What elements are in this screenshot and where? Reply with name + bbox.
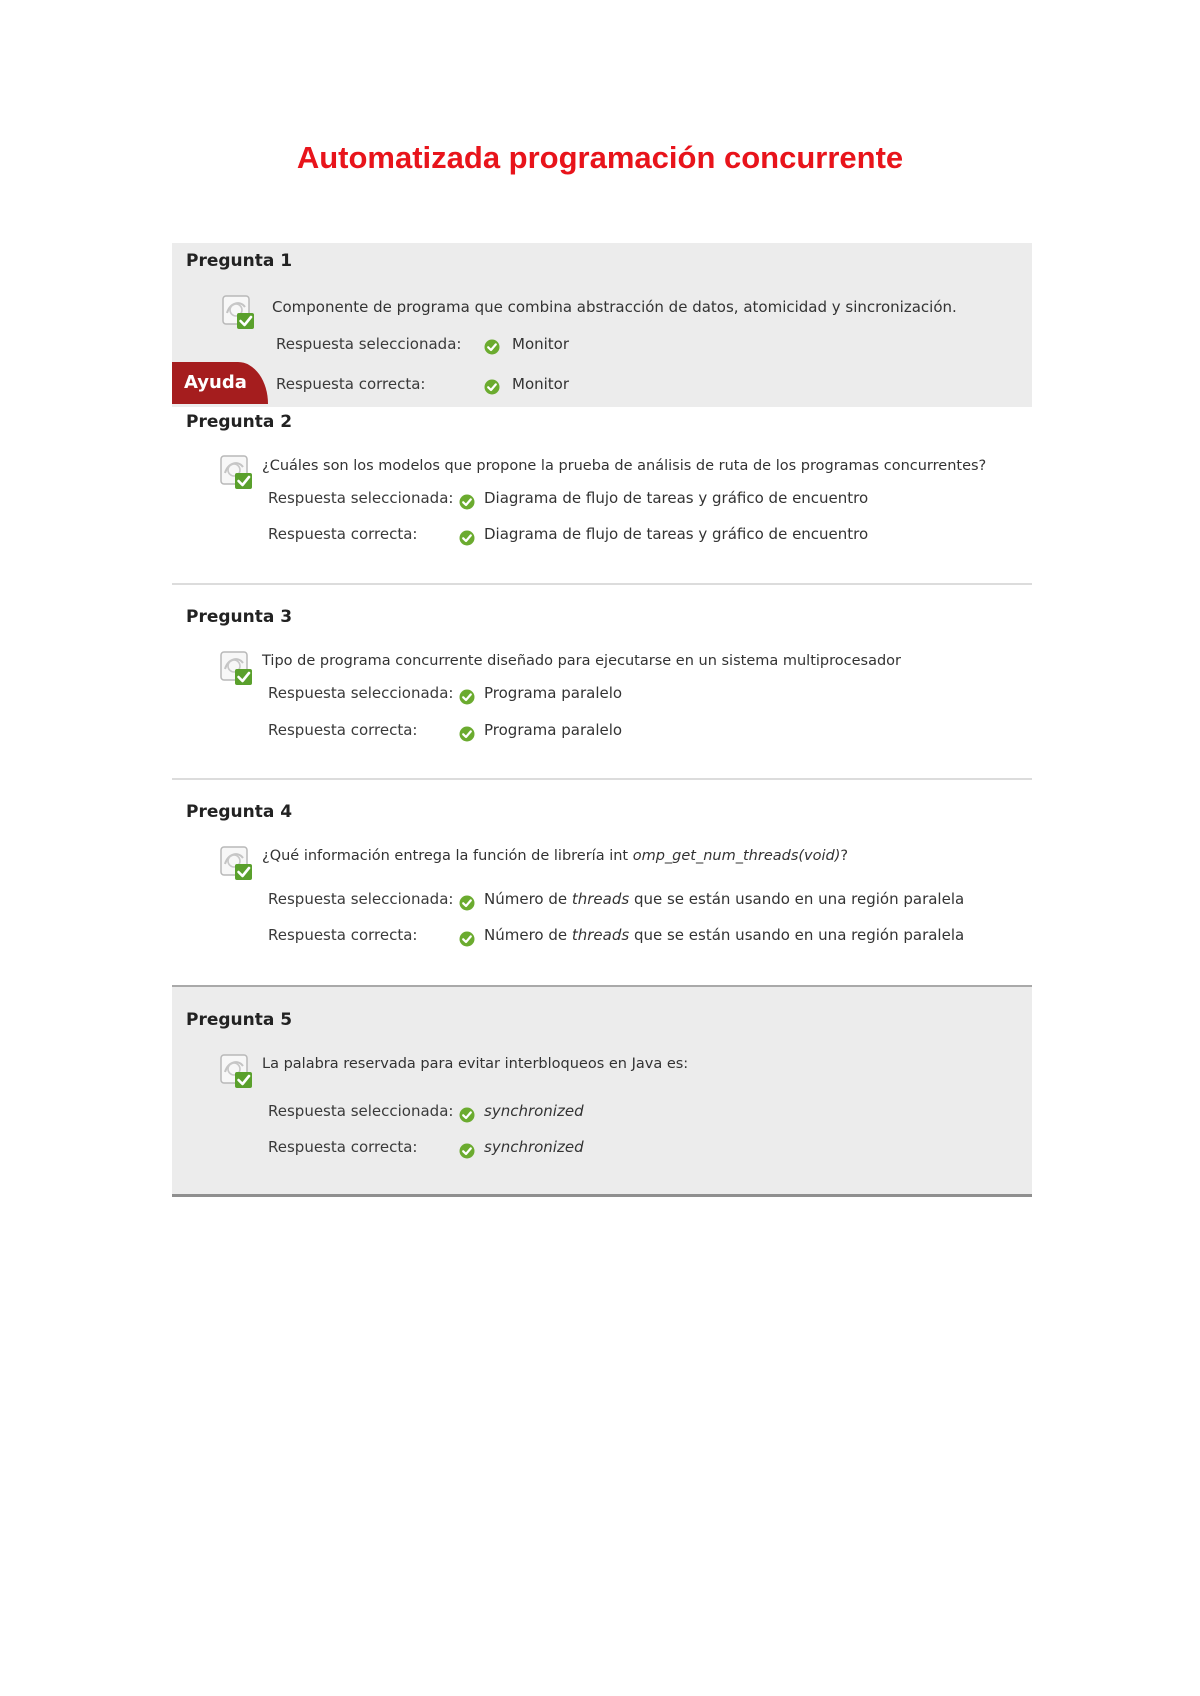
green-check-icon — [484, 379, 500, 395]
question-text: La palabra reservada para evitar interbloqueos en Java es: — [262, 1056, 689, 1072]
answer-suffix: que se están usando en una región paralela — [629, 926, 965, 944]
question-4 — [172, 780, 1032, 985]
selected-answer-value: Diagrama de flujo de tareas y gráfico de encuentro — [484, 489, 869, 507]
graded-correct-icon — [220, 455, 254, 491]
green-check-icon — [484, 339, 500, 355]
question-text-suffix: ? — [840, 848, 849, 864]
question-header: Pregunta 5 — [186, 1010, 293, 1030]
correct-answer-value: Diagrama de flujo de tareas y gráfico de encuentro — [484, 525, 869, 543]
green-check-icon — [459, 726, 475, 742]
correct-answer-label: Respuesta correcta: — [268, 926, 418, 944]
question-text-prefix: ¿Qué información entrega la función de librería int — [262, 848, 633, 864]
green-check-icon — [459, 1107, 475, 1123]
answer-prefix: Número de — [484, 890, 572, 908]
green-check-icon — [459, 494, 475, 510]
question-5 — [172, 985, 1032, 1197]
answer-italic: threads — [571, 890, 630, 908]
question-text: Tipo de programa concurrente diseñado para ejecutarse en un sistema multiprocesador — [262, 653, 901, 669]
answer-italic: threads — [571, 926, 630, 944]
selected-answer-value — [484, 890, 964, 908]
correct-answer-label: Respuesta correcta: — [268, 721, 418, 739]
selected-answer-label: Respuesta seleccionada: — [276, 335, 462, 353]
question-header: Pregunta 1 — [186, 251, 293, 271]
question-text: Componente de programa que combina abstracción de datos, atomicidad y sincronización. — [272, 298, 957, 316]
selected-answer-value: Monitor — [512, 335, 570, 353]
page-title: Automatizada programación concurrente — [296, 140, 904, 175]
help-tab[interactable]: Ayuda — [172, 362, 268, 404]
graded-correct-icon — [220, 846, 254, 882]
correct-answer-value: Monitor — [512, 375, 570, 393]
question-2 — [172, 407, 1032, 585]
selected-answer-value: synchronized — [484, 1102, 584, 1120]
green-check-icon — [459, 689, 475, 705]
question-text — [262, 848, 848, 864]
selected-answer-label: Respuesta seleccionada: — [268, 489, 454, 507]
answer-suffix: que se están usando en una región paralela — [629, 890, 965, 908]
correct-answer-value: synchronized — [484, 1138, 584, 1156]
question-1 — [172, 243, 1032, 407]
selected-answer-label: Respuesta seleccionada: — [268, 890, 454, 908]
green-check-icon — [459, 530, 475, 546]
selected-answer-label: Respuesta seleccionada: — [268, 1102, 454, 1120]
green-check-icon — [459, 895, 475, 911]
answer-prefix: Número de — [484, 926, 572, 944]
selected-answer-value: Programa paralelo — [484, 684, 623, 702]
question-text: ¿Cuáles son los modelos que propone la prueba de análisis de ruta de los programas concurrentes? — [262, 458, 987, 474]
correct-answer-label: Respuesta correcta: — [268, 1138, 418, 1156]
graded-correct-icon — [222, 295, 256, 331]
selected-answer-label: Respuesta seleccionada: — [268, 684, 454, 702]
correct-answer-value — [484, 926, 964, 944]
green-check-icon — [459, 931, 475, 947]
question-3 — [172, 585, 1032, 780]
green-check-icon — [459, 1143, 475, 1159]
graded-correct-icon — [220, 651, 254, 687]
correct-answer-label: Respuesta correcta: — [276, 375, 426, 393]
question-header: Pregunta 3 — [186, 607, 293, 627]
question-text-code: omp_get_num_threads(void) — [632, 848, 841, 864]
correct-answer-value: Programa paralelo — [484, 721, 623, 739]
graded-correct-icon — [220, 1054, 254, 1090]
question-header: Pregunta 4 — [186, 802, 293, 822]
correct-answer-label: Respuesta correcta: — [268, 525, 418, 543]
question-header: Pregunta 2 — [186, 412, 293, 432]
